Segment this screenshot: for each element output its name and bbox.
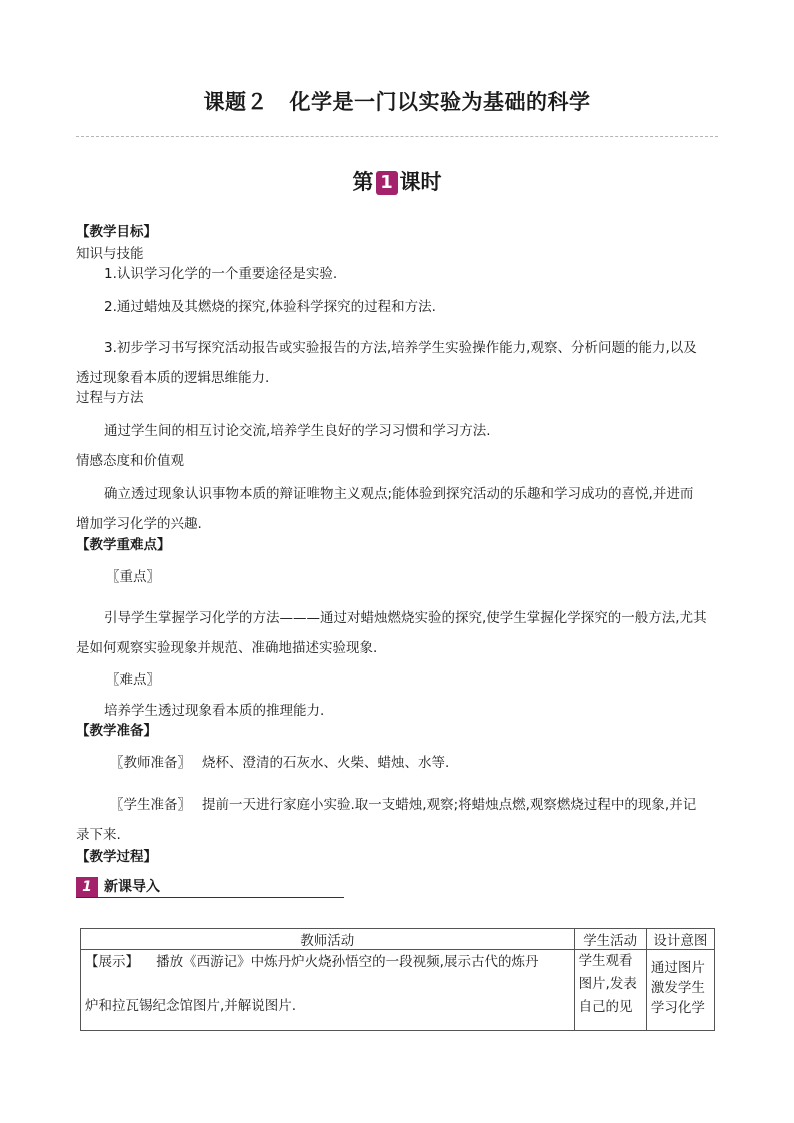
key-text-1: 引导学生掌握学习化学的方法———通过对蜡烛燃烧实验的探究,使学生掌握化学探究的一般方法,尤其 bbox=[104, 610, 707, 626]
student-prep-label: 〖学生准备〗 bbox=[110, 797, 191, 813]
teacher-prep-label: 〖教师准备〗 bbox=[110, 755, 191, 771]
display-tag: 【展示】 bbox=[85, 954, 139, 970]
student-prep-text-2: 录下来. bbox=[76, 827, 121, 843]
difficult-text: 培养学生透过现象看本质的推理能力. bbox=[104, 703, 325, 719]
section-number-badge: 1 bbox=[76, 877, 98, 897]
table-header-row bbox=[81, 929, 715, 950]
student-line-1: 学生观看 bbox=[578, 953, 633, 969]
table-row bbox=[81, 950, 715, 1031]
cell-teacher-activity bbox=[81, 950, 575, 1031]
design-line-2: 激发学生 bbox=[650, 980, 705, 996]
section-label: 新课导入 bbox=[104, 879, 160, 895]
knowledge-item-3-cont: 透过现象看本质的逻辑思维能力. bbox=[76, 370, 270, 386]
emotion-text-1: 确立透过现象认识事物本质的辩证唯物主义观点;能体验到探究活动的乐趣和学习成功的喜悦,并进而 bbox=[104, 486, 694, 502]
student-line-2: 图片,发表 bbox=[578, 976, 637, 992]
keypoints-heading: 【教学重难点】 bbox=[76, 537, 171, 553]
design-line-3: 学习化学 bbox=[650, 1000, 705, 1016]
emotion-text-2: 增加学习化学的兴趣. bbox=[76, 516, 202, 532]
header-student-activity: 学生活动 bbox=[574, 929, 646, 950]
knowledge-heading: 知识与技能 bbox=[76, 246, 144, 262]
key-label: 〖重点〗 bbox=[106, 569, 160, 585]
cell-design-intent bbox=[646, 950, 714, 1031]
process-heading: 过程与方法 bbox=[76, 390, 144, 406]
student-prep-text-1: 提前一天进行家庭小实验.取一支蜡烛,观察;将蜡烛点燃,观察燃烧过程中的现象,并记 bbox=[202, 797, 697, 813]
teacher-line-2: 炉和拉瓦锡纪念馆图片,并解说图片. bbox=[85, 998, 297, 1014]
header-design-intent: 设计意图 bbox=[646, 929, 714, 950]
section-header-new-lesson bbox=[76, 877, 344, 898]
lesson-suffix: 课时 bbox=[399, 170, 442, 194]
design-line-1: 通过图片 bbox=[650, 960, 705, 976]
knowledge-item-1: 1.认识学习化学的一个重要途径是实验. bbox=[104, 266, 338, 282]
key-text-2: 是如何观察实验现象并规范、准确地描述实验现象. bbox=[76, 640, 378, 656]
title-divider bbox=[76, 136, 718, 137]
difficult-label: 〖难点〗 bbox=[106, 672, 160, 688]
teacher-prep-text: 烧杯、澄清的石灰水、火柴、蜡烛、水等. bbox=[202, 755, 450, 771]
objectives-heading: 【教学目标】 bbox=[76, 224, 157, 240]
teaching-process-table bbox=[80, 928, 715, 1031]
knowledge-item-3: 3.初步学习书写探究活动报告或实验报告的方法,培养学生实验操作能力,观察、分析问题的能力,以及 bbox=[104, 340, 697, 356]
knowledge-item-2: 2.通过蜡烛及其燃烧的探究,体验科学探究的过程和方法. bbox=[104, 299, 436, 315]
lesson-prefix: 第 bbox=[352, 170, 374, 194]
cell-student-activity bbox=[574, 950, 646, 1031]
preparation-heading: 【教学准备】 bbox=[76, 723, 157, 739]
teacher-line-1: 播放《西游记》中炼丹炉火烧孙悟空的一段视频,展示古代的炼丹 bbox=[156, 954, 539, 970]
lesson-number-badge: 1 bbox=[376, 171, 398, 195]
process-section-heading: 【教学过程】 bbox=[76, 849, 157, 865]
student-line-3: 自己的见 bbox=[578, 999, 633, 1015]
lesson-heading bbox=[0, 166, 794, 196]
process-text: 通过学生间的相互讨论交流,培养学生良好的学习习惯和学习方法. bbox=[104, 423, 491, 439]
header-teacher-activity: 教师活动 bbox=[81, 929, 575, 950]
emotion-heading: 情感态度和价值观 bbox=[76, 453, 184, 469]
page-title: 课题２ 化学是一门以实验为基础的科学 bbox=[203, 90, 591, 114]
